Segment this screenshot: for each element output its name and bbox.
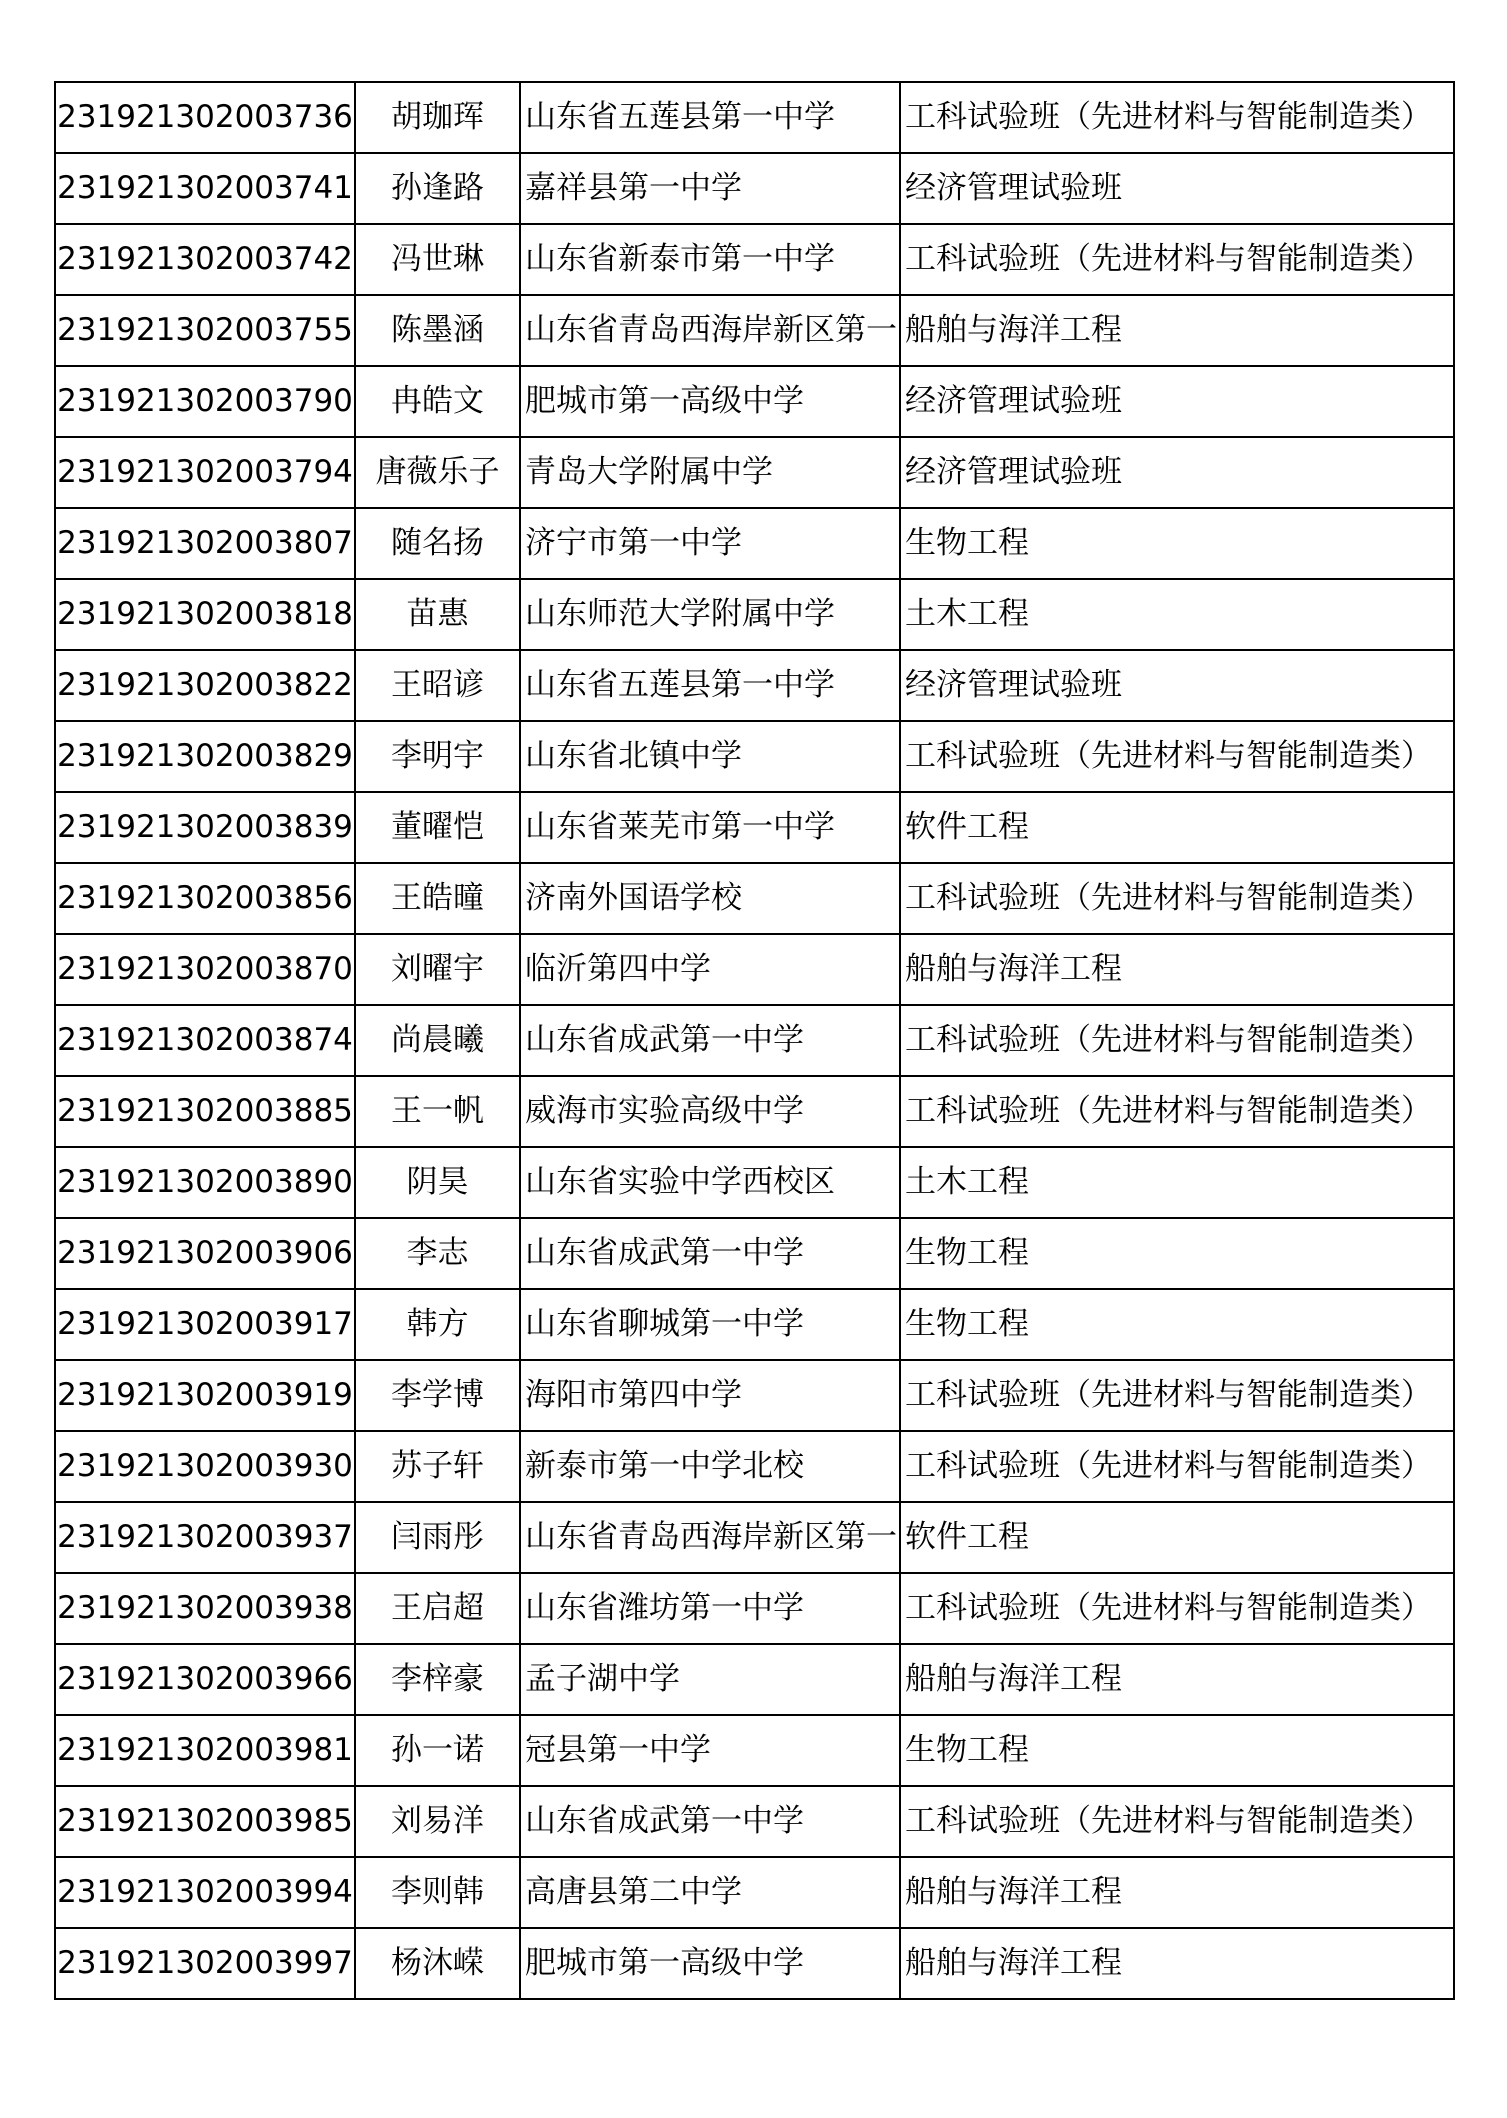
school-cell: 青岛大学附属中学 [520, 437, 900, 508]
student-id-cell: 231921302003790 [55, 366, 355, 437]
table-row [55, 366, 1454, 437]
school-cell: 山东省青岛西海岸新区第一 [520, 1502, 900, 1573]
major-cell: 工科试验班（先进材料与智能制造类） [900, 1076, 1454, 1147]
table-row [55, 1005, 1454, 1076]
school-cell: 山东省实验中学西校区 [520, 1147, 900, 1218]
school-cell: 济南外国语学校 [520, 863, 900, 934]
table-row [55, 1218, 1454, 1289]
student-id-cell: 231921302003870 [55, 934, 355, 1005]
major-cell: 经济管理试验班 [900, 366, 1454, 437]
table-row [55, 437, 1454, 508]
student-name-cell: 唐薇乐子 [355, 437, 520, 508]
table-row [55, 1715, 1454, 1786]
student-id-cell: 231921302003919 [55, 1360, 355, 1431]
major-cell: 生物工程 [900, 1218, 1454, 1289]
student-id-cell: 231921302003829 [55, 721, 355, 792]
school-cell: 山东省潍坊第一中学 [520, 1573, 900, 1644]
school-cell: 山东师范大学附属中学 [520, 579, 900, 650]
table-row [55, 1076, 1454, 1147]
table-row [55, 1289, 1454, 1360]
student-name-cell: 董曜恺 [355, 792, 520, 863]
school-cell: 海阳市第四中学 [520, 1360, 900, 1431]
student-id-cell: 231921302003742 [55, 224, 355, 295]
student-id-cell: 231921302003874 [55, 1005, 355, 1076]
major-cell: 经济管理试验班 [900, 437, 1454, 508]
student-name-cell: 随名扬 [355, 508, 520, 579]
school-cell: 济宁市第一中学 [520, 508, 900, 579]
student-id-cell: 231921302003736 [55, 82, 355, 153]
school-cell: 新泰市第一中学北校 [520, 1431, 900, 1502]
major-cell: 生物工程 [900, 1715, 1454, 1786]
table-row [55, 295, 1454, 366]
school-cell: 嘉祥县第一中学 [520, 153, 900, 224]
table-row [55, 1431, 1454, 1502]
table-row [55, 934, 1454, 1005]
student-name-cell: 苏子轩 [355, 1431, 520, 1502]
table-row [55, 224, 1454, 295]
student-id-cell: 231921302003966 [55, 1644, 355, 1715]
student-id-cell: 231921302003981 [55, 1715, 355, 1786]
student-id-cell: 231921302003985 [55, 1786, 355, 1857]
major-cell: 工科试验班（先进材料与智能制造类） [900, 224, 1454, 295]
table-row [55, 508, 1454, 579]
student-id-cell: 231921302003938 [55, 1573, 355, 1644]
school-cell: 山东省莱芜市第一中学 [520, 792, 900, 863]
student-id-cell: 231921302003839 [55, 792, 355, 863]
student-id-cell: 231921302003856 [55, 863, 355, 934]
student-name-cell: 阴昊 [355, 1147, 520, 1218]
major-cell: 经济管理试验班 [900, 153, 1454, 224]
school-cell: 冠县第一中学 [520, 1715, 900, 1786]
student-name-cell: 王皓曈 [355, 863, 520, 934]
student-name-cell: 孙一诺 [355, 1715, 520, 1786]
school-cell: 肥城市第一高级中学 [520, 1928, 900, 1999]
school-cell: 山东省新泰市第一中学 [520, 224, 900, 295]
table-row [55, 1857, 1454, 1928]
student-name-cell: 李梓豪 [355, 1644, 520, 1715]
major-cell: 生物工程 [900, 508, 1454, 579]
student-id-cell: 231921302003741 [55, 153, 355, 224]
school-cell: 山东省五莲县第一中学 [520, 82, 900, 153]
major-cell: 船舶与海洋工程 [900, 934, 1454, 1005]
school-cell: 临沂第四中学 [520, 934, 900, 1005]
major-cell: 工科试验班（先进材料与智能制造类） [900, 1005, 1454, 1076]
major-cell: 船舶与海洋工程 [900, 1857, 1454, 1928]
student-name-cell: 李明宇 [355, 721, 520, 792]
major-cell: 工科试验班（先进材料与智能制造类） [900, 82, 1454, 153]
school-cell: 山东省成武第一中学 [520, 1786, 900, 1857]
school-cell: 山东省成武第一中学 [520, 1218, 900, 1289]
student-name-cell: 韩方 [355, 1289, 520, 1360]
school-cell: 山东省青岛西海岸新区第一 [520, 295, 900, 366]
major-cell: 船舶与海洋工程 [900, 295, 1454, 366]
major-cell: 工科试验班（先进材料与智能制造类） [900, 1786, 1454, 1857]
major-cell: 土木工程 [900, 579, 1454, 650]
major-cell: 软件工程 [900, 792, 1454, 863]
student-name-cell: 尚晨曦 [355, 1005, 520, 1076]
student-name-cell: 王昭谚 [355, 650, 520, 721]
major-cell: 工科试验班（先进材料与智能制造类） [900, 863, 1454, 934]
major-cell: 工科试验班（先进材料与智能制造类） [900, 1431, 1454, 1502]
major-cell: 工科试验班（先进材料与智能制造类） [900, 1360, 1454, 1431]
student-name-cell: 苗惠 [355, 579, 520, 650]
student-id-cell: 231921302003937 [55, 1502, 355, 1573]
table-row [55, 650, 1454, 721]
school-cell: 山东省北镇中学 [520, 721, 900, 792]
school-cell: 孟子湖中学 [520, 1644, 900, 1715]
major-cell: 经济管理试验班 [900, 650, 1454, 721]
table-row [55, 1360, 1454, 1431]
student-name-cell: 陈墨涵 [355, 295, 520, 366]
school-cell: 威海市实验高级中学 [520, 1076, 900, 1147]
table-row [55, 863, 1454, 934]
table-row [55, 1786, 1454, 1857]
student-id-cell: 231921302003807 [55, 508, 355, 579]
student-id-cell: 231921302003994 [55, 1857, 355, 1928]
table-row [55, 153, 1454, 224]
table-row [55, 721, 1454, 792]
student-name-cell: 王一帆 [355, 1076, 520, 1147]
student-id-cell: 231921302003890 [55, 1147, 355, 1218]
student-id-cell: 231921302003930 [55, 1431, 355, 1502]
major-cell: 船舶与海洋工程 [900, 1644, 1454, 1715]
table-row [55, 1502, 1454, 1573]
school-cell: 山东省五莲县第一中学 [520, 650, 900, 721]
student-id-cell: 231921302003885 [55, 1076, 355, 1147]
major-cell: 生物工程 [900, 1289, 1454, 1360]
table-row [55, 1928, 1454, 1999]
student-name-cell: 杨沐嵘 [355, 1928, 520, 1999]
school-cell: 肥城市第一高级中学 [520, 366, 900, 437]
student-id-cell: 231921302003997 [55, 1928, 355, 1999]
student-id-cell: 231921302003818 [55, 579, 355, 650]
student-id-cell: 231921302003917 [55, 1289, 355, 1360]
student-id-cell: 231921302003906 [55, 1218, 355, 1289]
table-row [55, 1147, 1454, 1218]
student-id-cell: 231921302003822 [55, 650, 355, 721]
table-row [55, 1573, 1454, 1644]
student-name-cell: 孙逢路 [355, 153, 520, 224]
table-row [55, 579, 1454, 650]
student-name-cell: 刘曜宇 [355, 934, 520, 1005]
major-cell: 船舶与海洋工程 [900, 1928, 1454, 1999]
student-name-cell: 冯世琳 [355, 224, 520, 295]
major-cell: 工科试验班（先进材料与智能制造类） [900, 721, 1454, 792]
school-cell: 山东省成武第一中学 [520, 1005, 900, 1076]
student-name-cell: 闫雨彤 [355, 1502, 520, 1573]
table-body [55, 82, 1454, 1999]
student-id-cell: 231921302003755 [55, 295, 355, 366]
student-name-cell: 李志 [355, 1218, 520, 1289]
admission-list-table [54, 81, 1455, 2000]
student-name-cell: 李则韩 [355, 1857, 520, 1928]
table-row [55, 792, 1454, 863]
school-cell: 山东省聊城第一中学 [520, 1289, 900, 1360]
student-id-cell: 231921302003794 [55, 437, 355, 508]
table-row [55, 1644, 1454, 1715]
student-name-cell: 王启超 [355, 1573, 520, 1644]
major-cell: 软件工程 [900, 1502, 1454, 1573]
major-cell: 工科试验班（先进材料与智能制造类） [900, 1573, 1454, 1644]
student-name-cell: 刘易洋 [355, 1786, 520, 1857]
student-name-cell: 胡珈珲 [355, 82, 520, 153]
table-row [55, 82, 1454, 153]
major-cell: 土木工程 [900, 1147, 1454, 1218]
student-name-cell: 李学博 [355, 1360, 520, 1431]
student-name-cell: 冉皓文 [355, 366, 520, 437]
school-cell: 高唐县第二中学 [520, 1857, 900, 1928]
